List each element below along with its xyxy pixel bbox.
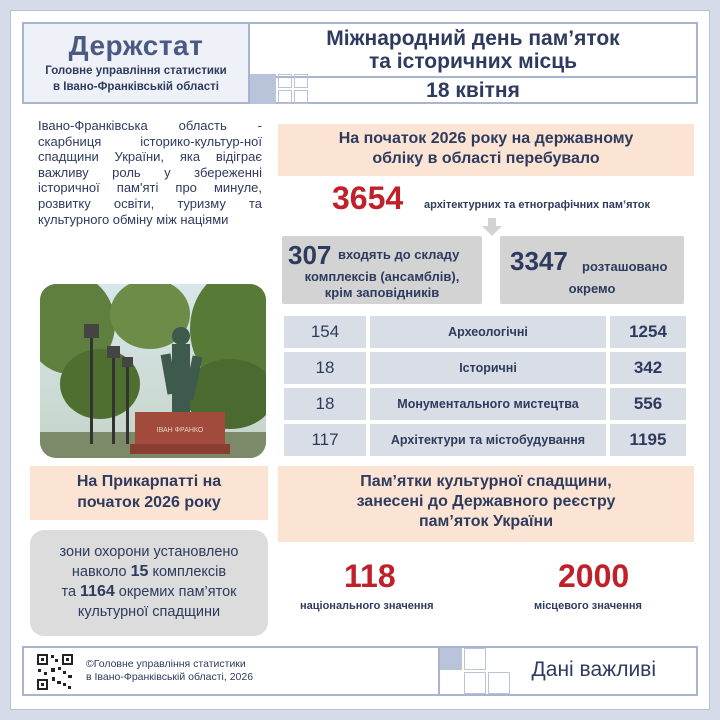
row-separate-count: 1195: [610, 424, 686, 456]
event-date: 18 квітня: [250, 76, 696, 104]
row-separate-count: 556: [610, 388, 686, 420]
left-panel-heading: [30, 466, 268, 520]
pedestal-inscription: ІВАН ФРАНКО: [156, 427, 204, 434]
row-complex-count: 18: [284, 388, 366, 420]
intro-paragraph: Івано-Франківська область - скарбниця історико-культур-ної спадщини України, яка відіграє важливу роль у збереженні історичної пам'яті про минуле, розвитку освіти, туризму та культурного обміну між націями: [38, 118, 262, 227]
local-count: 2000: [558, 558, 630, 594]
monuments-count: 1164: [80, 583, 115, 600]
table-row: [284, 388, 686, 424]
total-monuments: [332, 180, 692, 220]
state-register-values: [278, 542, 694, 634]
row-complex-count: 18: [284, 352, 366, 384]
zones-line4: культурної спадщини: [77, 604, 221, 620]
left-heading-line2: початок 2026 року: [77, 494, 221, 511]
zones-line1: зони охорони установлено: [59, 544, 239, 560]
register-heading-line2: занесені до Державного реєстру: [356, 493, 616, 510]
registry-heading-line1: На початок 2026 року на державному: [338, 130, 634, 147]
protection-zones-box: [30, 530, 268, 636]
decor-squares: [250, 74, 310, 104]
row-separate-count: 342: [610, 352, 686, 384]
row-type-label: Монументального мистецтва: [370, 388, 606, 420]
complex-monuments-box: [282, 236, 482, 304]
complexes-count: 15: [130, 563, 149, 580]
state-registry-heading: [278, 124, 694, 176]
header-title-block: [250, 22, 698, 104]
qr-code-icon[interactable]: [36, 653, 74, 691]
separate-monuments-box: [500, 236, 684, 304]
separate-line2: окремо: [568, 281, 616, 296]
complex-line1: входять до складу: [338, 247, 460, 262]
row-separate-count: 1254: [610, 316, 686, 348]
title-line2: та історичних місць: [368, 50, 578, 73]
footer-left: [22, 646, 438, 696]
left-heading-line1: На Прикарпатті на: [76, 473, 222, 490]
separate-count: 3347: [510, 246, 568, 276]
table-row: [284, 352, 686, 388]
local-label: місцевого значення: [534, 600, 642, 612]
copyright: ©Головне управління статистики в Івано-Франківській області, 2026: [86, 658, 254, 683]
row-complex-count: 117: [284, 424, 366, 456]
motto-text: Дані важливі: [531, 658, 656, 681]
monument-types-table: [284, 316, 686, 460]
row-type-label: Історичні: [370, 352, 606, 384]
table-row: [284, 424, 686, 460]
complex-count: 307: [288, 240, 332, 270]
page-title: [250, 24, 696, 76]
national-count: 118: [344, 558, 396, 594]
arrow-down-icon: [482, 218, 502, 236]
register-heading-line3: пам’яток України: [418, 513, 554, 530]
complex-line3: крім заповідників: [324, 285, 440, 300]
separate-line1: розташовано: [582, 259, 668, 274]
total-count: 3654: [332, 180, 404, 216]
register-heading-line1: Пам’ятки культурної спадщини,: [360, 473, 612, 490]
row-type-label: Архітектури та містобудування: [370, 424, 606, 456]
state-register-heading: [278, 466, 694, 542]
zones-line3: та 1164 окремих пам’яток: [61, 583, 237, 600]
org-name-line2: в Івано-Франківській області: [53, 81, 219, 93]
title-line1: Міжнародний день пам’яток: [326, 27, 620, 50]
row-type-label: Археологічні: [370, 316, 606, 348]
zones-line2: навколо 15 комплексів: [71, 563, 227, 580]
table-row: [284, 316, 686, 352]
national-label: національного значення: [300, 600, 434, 612]
org-name-line1: Головне управління статистики: [45, 65, 227, 77]
monument-photo: [40, 284, 266, 458]
row-complex-count: 154: [284, 316, 366, 348]
total-label: архітектурних та етнографічних пам’яток: [424, 199, 650, 211]
complex-line2: комплексів (ансамблів),: [304, 269, 460, 284]
header-org-block: [22, 22, 250, 104]
footer-right: [438, 646, 698, 696]
brand-logo-text: Держстат: [68, 30, 204, 61]
registry-heading-line2: обліку в області перебувало: [372, 150, 600, 167]
